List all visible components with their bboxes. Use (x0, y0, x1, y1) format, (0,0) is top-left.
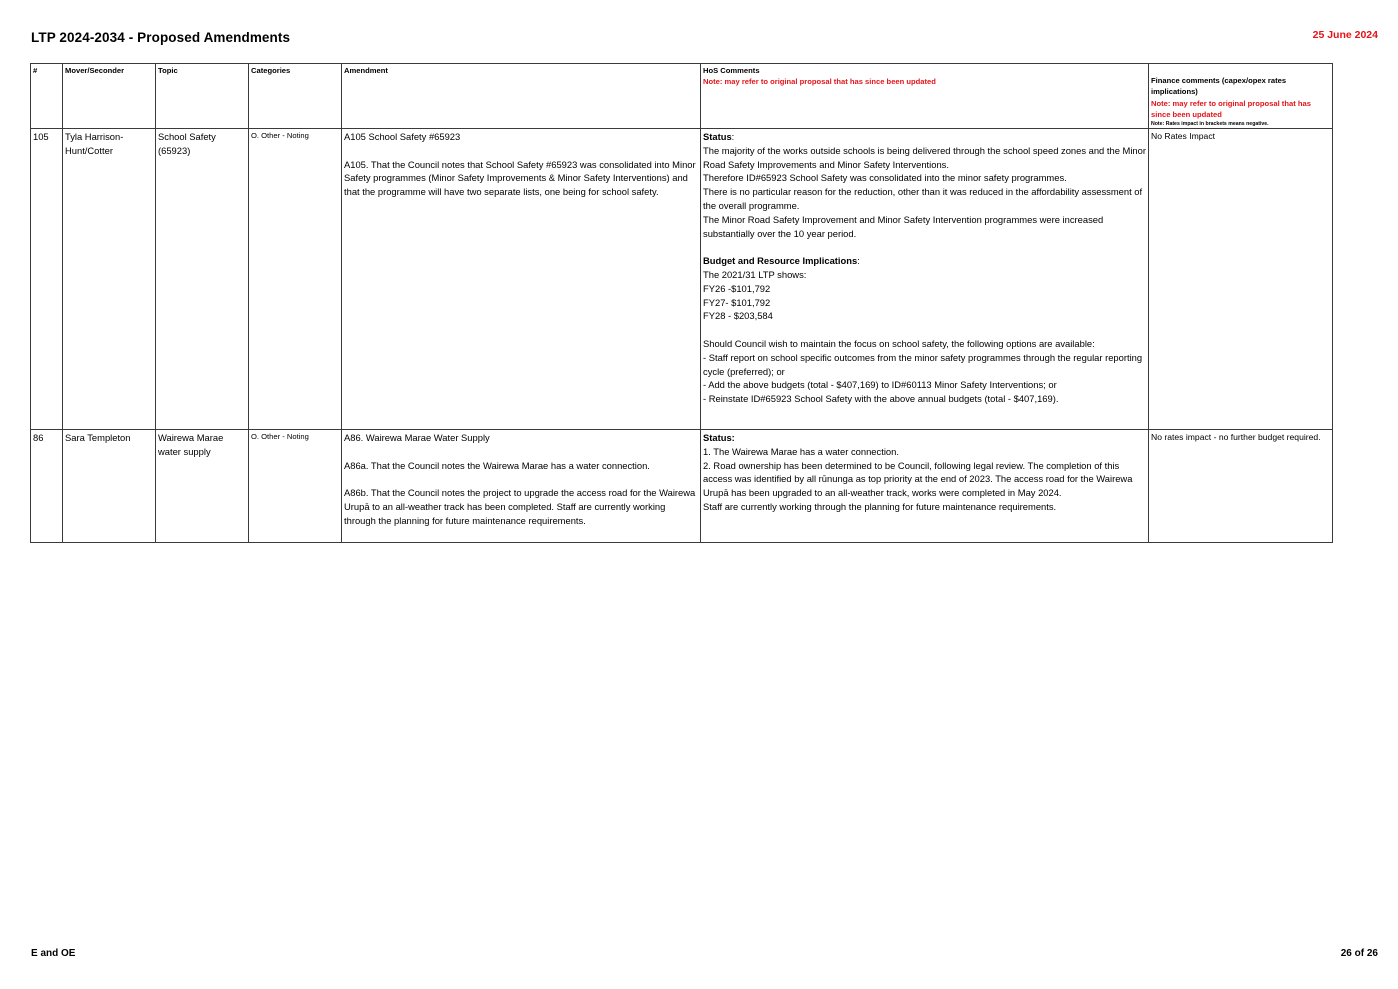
amendment-title: A86. Wairewa Marae Water Supply (344, 432, 490, 443)
cell-mover: Sara Templeton (63, 430, 156, 543)
budget-line: FY26 -$101,792 (703, 282, 771, 294)
finance-brackets-note: Note: Rates impact in brackets means negative. (1151, 120, 1269, 127)
status-line: There is no particular reason for the reduction, other than it was reduced in the affordability assessment of the overall programme. (703, 186, 1143, 211)
table-header-row (31, 64, 1333, 129)
options-line: - Staff report on school specific outcomes from the minor safety programmes through the regular reporting cycle (preferred); or (703, 351, 1143, 377)
cell-finance: No Rates Impact (1149, 129, 1333, 430)
column-header-amendment: Amendment (342, 64, 701, 129)
hos-comments-label: HoS Comments (703, 66, 760, 75)
status-line: Therefore ID#65923 School Safety was consolidated into the minor safety programmes. (703, 172, 1067, 184)
cell-category: O. Other - Noting (249, 129, 342, 430)
cell-hos-comments: Status: The majority of the works outside schools is being delivered through the school speed zones and the Minor Road Safety Improvements and Minor Safety Interventions. Therefore ID#65923 School Safety was consolidated into the minor safety programmes. There is no particular reason for the reduction, other than it was reduced in the affordability assessment of the overall programme. The Minor Road Safety Improvement and Minor Safety Intervention programmes were increased substantially over the 10 year period. Budget and Resource Implications: The 2021/31 LTP shows: FY26 -$101,792 FY27- $101,792 FY28 - $203,584 Should Council wish to maintain the focus on school safety, the following options are available: - Staff report on school specific outcomes from the minor safety programmes through the regular reporting cycle (preferred); or - Add the above budgets (total - $407,169) to ID#60113 Minor Safety Interventions; or - Reinstate ID#65923 School Safety with the above annual budgets (total - $407,169). (701, 129, 1149, 430)
cell-finance: No rates impact - no further budget required. (1149, 430, 1333, 543)
page-title: LTP 2024-2034 - Proposed Amendments (31, 30, 291, 45)
status-label: Status (703, 131, 732, 142)
cell-topic: School Safety (65923) (156, 129, 249, 430)
status-line: The Minor Road Safety Improvement and Minor Safety Intervention programmes were increased substantially over the 10 year period. (703, 213, 1104, 239)
budget-line: The 2021/31 LTP shows: (703, 268, 807, 280)
footer-disclaimer: E and OE (31, 948, 76, 959)
options-line: Should Council wish to maintain the focus on school safety, the following options are available: (703, 337, 1095, 349)
amendment-title: A105 School Safety #65923 (344, 131, 461, 142)
amendments-table (30, 63, 1333, 543)
finance-comments-label: Finance comments (capex/opex rates implications) (1151, 76, 1287, 97)
cell-amendment (342, 430, 701, 543)
status-line: 1. The Wairewa Marae has a water connection. (703, 445, 899, 457)
cell-mover: Tyla Harrison-Hunt/Cotter (63, 129, 156, 430)
table-row (31, 129, 1333, 430)
finance-comments-note: Note: may refer to original proposal that has since been updated (1151, 98, 1311, 120)
hos-comments-note: Note: may refer to original proposal that has since been updated (703, 77, 936, 87)
budget-line: FY28 - $203,584 (703, 310, 773, 322)
status-line: 2. Road ownership has been determined to be Council, following legal review. The completion of this access was identified by all rūnunga as top priority at the end of 2023. The access road for the Wairewa Urupā has been upgraded to an all-weather track, works were completed in May 2024. (703, 459, 1133, 499)
cell-number: 105 (31, 129, 63, 430)
column-header-finance (1149, 64, 1333, 129)
budget-line: FY27- $101,792 (703, 296, 771, 308)
amendment-text: A86b. That the Council notes the project to upgrade the access road for the Wairewa Urupā to an all-weather track has been completed. Staff are currently working through the planning for future maintenance requirements. (344, 487, 696, 526)
cell-amendment (342, 129, 701, 430)
status-line: The majority of the works outside schools is being delivered through the school speed zones and the Minor Road Safety Improvements and Minor Safety Interventions. (703, 144, 1146, 170)
column-header-hos-comments (701, 64, 1149, 129)
status-line: Staff are currently working through the planning for future maintenance requirements. (703, 500, 1057, 512)
options-line: - Reinstate ID#65923 School Safety with the above annual budgets (total - $407,169). (703, 393, 1059, 405)
amendment-text: A105. That the Council notes that School Safety #65923 was consolidated into Minor Safety programmes (Minor Safety Improvements & Minor Safety Interventions) and that the programme will have two separate lists, one being for school safety. (344, 158, 696, 198)
cell-category: O. Other - Noting (249, 430, 342, 543)
table-row (31, 430, 1333, 543)
options-line: - Add the above budgets (total - $407,169) to ID#60113 Minor Safety Interventions; or (703, 379, 1057, 391)
status-label: Status: (703, 432, 735, 443)
cell-topic: Wairewa Marae water supply (156, 430, 249, 543)
cell-hos-comments (701, 430, 1149, 543)
cell-number: 86 (31, 430, 63, 543)
column-header-topic: Topic (156, 64, 249, 129)
page-number: 26 of 26 (1340, 948, 1378, 959)
budget-label: Budget and Resource Implications (703, 255, 858, 267)
column-header-categories: Categories (249, 64, 342, 129)
column-header-number: # (31, 64, 63, 129)
document-date: 25 June 2024 (1312, 29, 1378, 41)
column-header-mover: Mover/Seconder (63, 64, 156, 129)
amendment-text: A86a. That the Council notes the Wairewa Marae has a water connection. (344, 459, 650, 471)
